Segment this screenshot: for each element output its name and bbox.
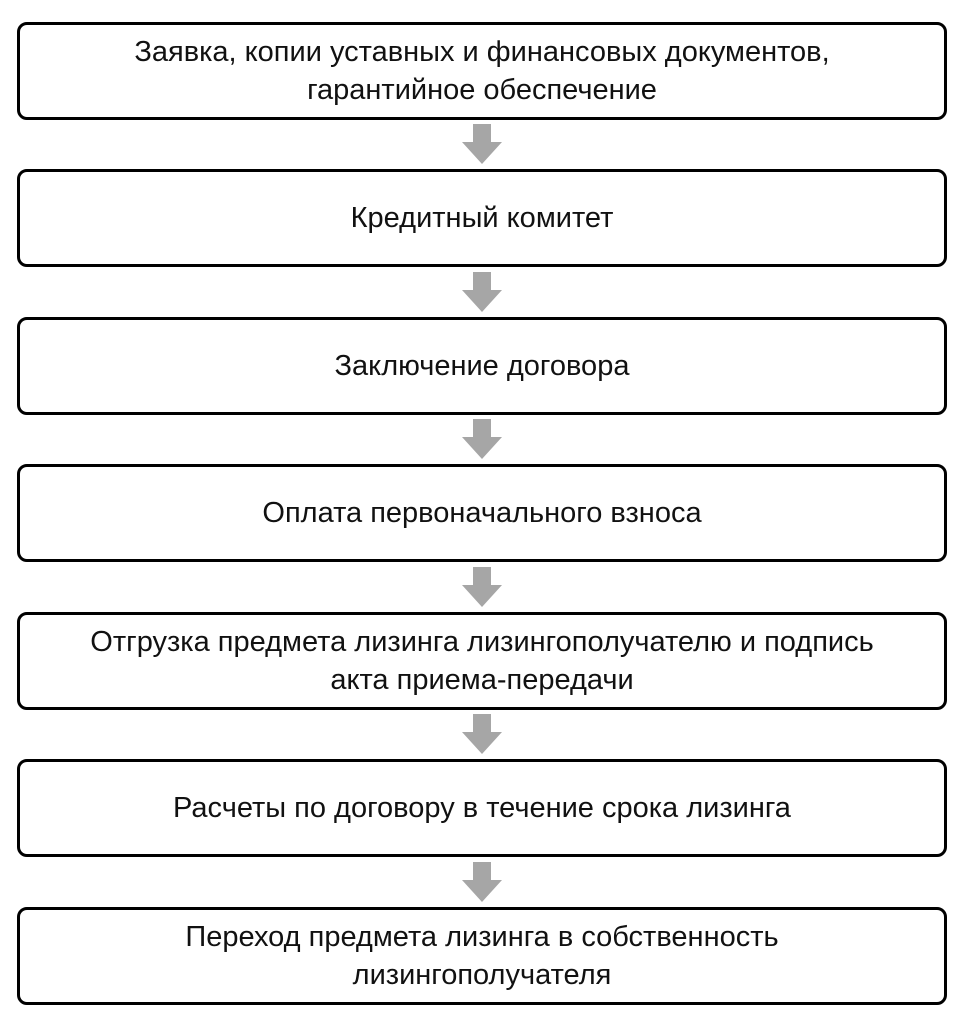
step-shipment-and-acceptance	[17, 612, 947, 710]
step-label: Отгрузка предмета лизинга лизингополучателю и подпись акта приема-передачи	[90, 626, 874, 696]
step-credit-committee	[17, 169, 947, 267]
step-label: Переход предмета лизинга в собственность лизингополучателя	[185, 921, 779, 991]
step-label: Заключение договора	[334, 350, 630, 382]
down-arrow-icon	[462, 419, 502, 459]
step-contract-conclusion	[17, 317, 947, 415]
down-arrow-icon	[462, 567, 502, 607]
step-label: Заявка, копии уставных и финансовых документов, гарантийное обеспечение	[134, 36, 830, 106]
step-label: Расчеты по договору в течение срока лизинга	[173, 792, 791, 824]
down-arrow-icon	[462, 862, 502, 902]
step-label: Кредитный комитет	[350, 202, 614, 234]
step-settlements	[17, 759, 947, 857]
down-arrow-icon	[462, 272, 502, 312]
step-down-payment	[17, 464, 947, 562]
step-application-documents	[17, 22, 947, 120]
step-label: Оплата первоначального взноса	[262, 497, 702, 529]
step-ownership-transfer	[17, 907, 947, 1005]
down-arrow-icon	[462, 714, 502, 754]
down-arrow-icon	[462, 124, 502, 164]
